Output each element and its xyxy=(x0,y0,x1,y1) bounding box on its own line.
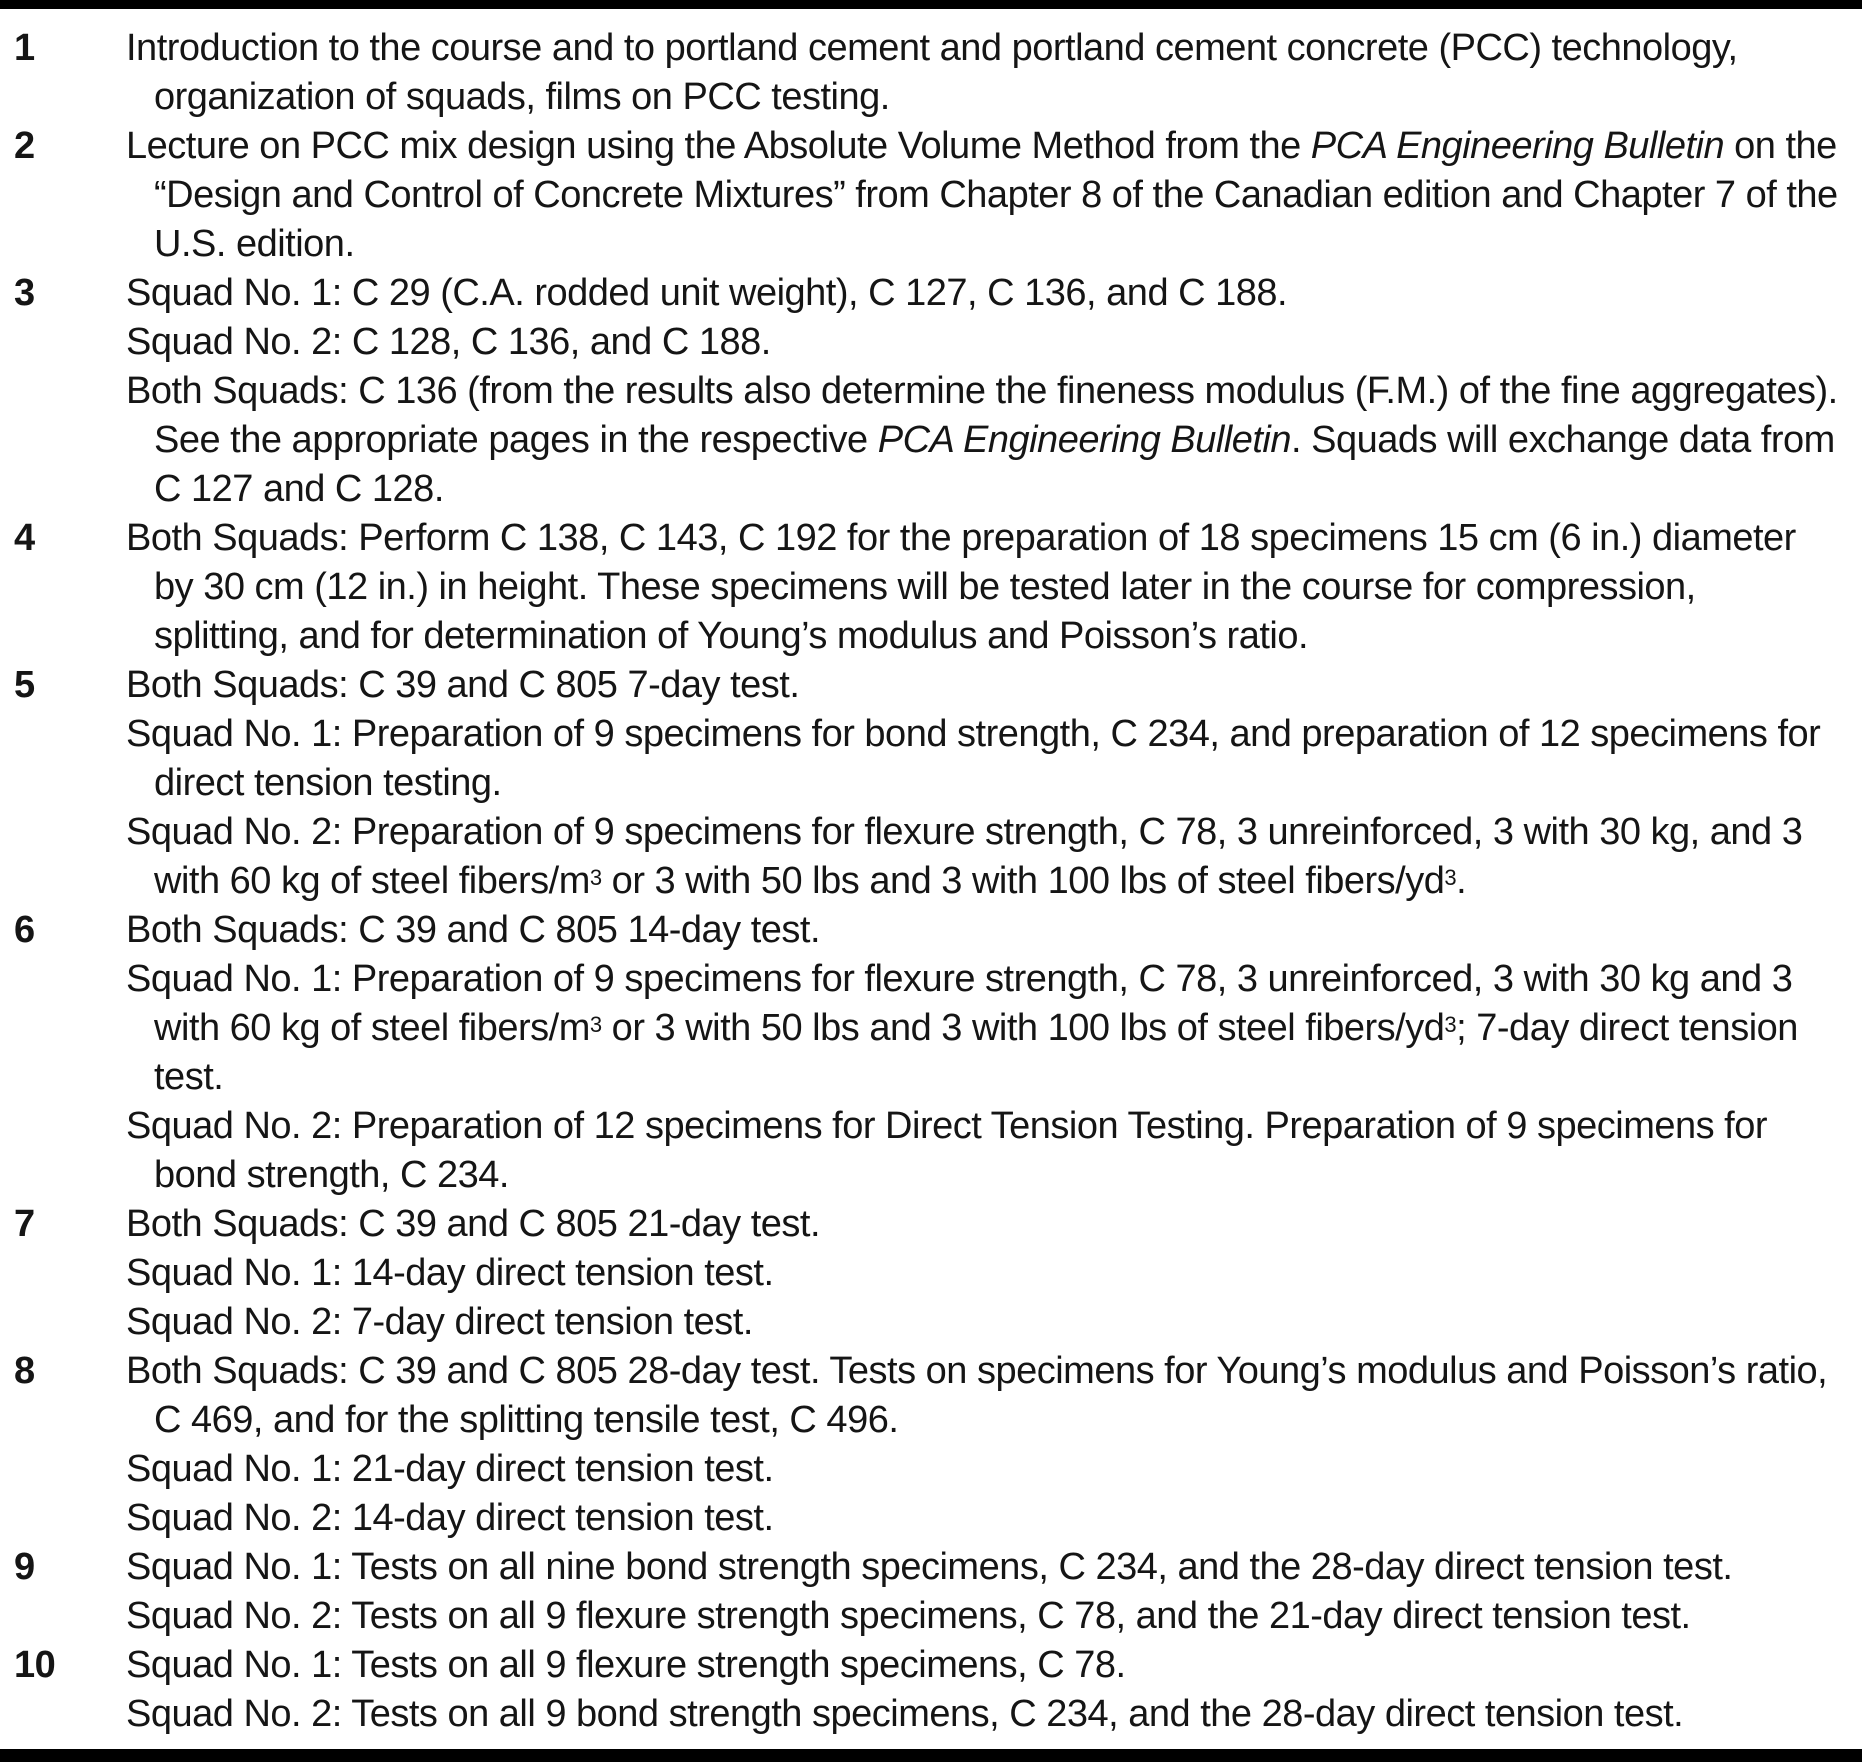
week-activities xyxy=(126,24,1862,122)
activity-paragraph xyxy=(126,1347,1838,1445)
week-activities xyxy=(126,1200,1862,1347)
activity-paragraph xyxy=(126,906,1838,955)
activity-paragraph xyxy=(126,1592,1838,1641)
text-run: Squad No. 2: 14-day direct tension test. xyxy=(126,1497,774,1539)
schedule-row xyxy=(0,24,1862,122)
text-run: Both Squads: Perform C 138, C 143, C 192 for the preparation of 18 specimens 15 cm (6 in.) diameter by 30 cm (12 in.) in height. These specimens will be tested later in the course for compression, splitting, and for determination of Young’s modulus and Poisson’s ratio. xyxy=(126,517,1796,657)
activity-paragraph xyxy=(126,1543,1838,1592)
week-activities xyxy=(126,122,1862,269)
text-run: Squad No. 1: 14-day direct tension test. xyxy=(126,1252,774,1294)
schedule-row xyxy=(0,906,1862,1200)
text-run: Introduction to the course and to portland cement and portland cement concrete (PCC) technology, organization of squads, films on PCC testing. xyxy=(126,27,1738,118)
text-run: . Squads will exchange data from C 127 and C 128. xyxy=(154,419,1835,510)
text-run: or 3 with 50 lbs and 3 with 100 lbs of steel fibers/yd xyxy=(601,860,1445,902)
activity-paragraph xyxy=(126,1249,1838,1298)
bottom-rule xyxy=(0,1749,1862,1762)
activity-paragraph xyxy=(126,367,1838,514)
text-run: . xyxy=(1456,860,1467,902)
week-number: 4 xyxy=(14,517,35,559)
text-run: Squad No. 1: C 29 (C.A. rodded unit weight), C 127, C 136, and C 188. xyxy=(126,272,1288,314)
activity-paragraph xyxy=(126,661,1838,710)
text-run: or 3 with 50 lbs and 3 with 100 lbs of steel fibers/yd xyxy=(601,1007,1445,1049)
week-number: 9 xyxy=(14,1546,35,1588)
schedule-row xyxy=(0,269,1862,514)
text-run: Both Squads: C 39 and C 805 28-day test. Tests on specimens for Young’s modulus and Poisson’s ratio, C 469, and for the splitting tensile test, C 496. xyxy=(126,1350,1828,1441)
week-number: 1 xyxy=(14,27,35,69)
week-activities xyxy=(126,1347,1862,1543)
schedule-row xyxy=(0,122,1862,269)
activity-paragraph xyxy=(126,24,1838,122)
italic-publication-title: PCA Engineering Bulletin xyxy=(877,419,1292,461)
week-number: 5 xyxy=(14,664,35,706)
superscript-3: 3 xyxy=(1444,1011,1457,1037)
activity-paragraph xyxy=(126,1641,1838,1690)
schedule-row xyxy=(0,1641,1862,1739)
activity-paragraph xyxy=(126,514,1838,661)
activity-paragraph xyxy=(126,1102,1838,1200)
superscript-3: 3 xyxy=(589,864,602,890)
week-activities xyxy=(126,1641,1862,1739)
text-run: on the “Design and Control of Concrete Mixtures” from Chapter 8 of the Canadian edition and Chapter 7 of the U.S. edition. xyxy=(154,125,1838,265)
activity-paragraph xyxy=(126,955,1838,1102)
activity-paragraph xyxy=(126,1494,1838,1543)
week-activities xyxy=(126,1543,1862,1641)
week-activities xyxy=(126,514,1862,661)
schedule-row xyxy=(0,514,1862,661)
activity-paragraph xyxy=(126,808,1838,906)
week-activities xyxy=(126,661,1862,906)
text-run: ; 7-day direct tension test. xyxy=(154,1007,1798,1098)
activity-paragraph xyxy=(126,1690,1838,1739)
schedule-row xyxy=(0,1200,1862,1347)
text-run: Both Squads: C 39 and C 805 21-day test. xyxy=(126,1203,821,1245)
text-run: Squad No. 1: 21-day direct tension test. xyxy=(126,1448,774,1490)
week-number: 10 xyxy=(14,1644,56,1686)
text-run: Squad No. 2: C 128, C 136, and C 188. xyxy=(126,321,771,363)
activity-paragraph xyxy=(126,122,1838,269)
italic-publication-title: PCA Engineering Bulletin xyxy=(1310,125,1725,167)
week-activities xyxy=(126,906,1862,1200)
text-run: Lecture on PCC mix design using the Absolute Volume Method from the xyxy=(126,125,1311,167)
text-run: Squad No. 1: Tests on all 9 flexure strength specimens, C 78. xyxy=(126,1644,1126,1686)
superscript-3: 3 xyxy=(589,1011,602,1037)
activity-paragraph xyxy=(126,710,1838,808)
text-run: Squad No. 2: 7-day direct tension test. xyxy=(126,1301,753,1343)
text-run: Squad No. 1: Tests on all nine bond strength specimens, C 234, and the 28-day direct tension test. xyxy=(126,1546,1733,1588)
week-activities xyxy=(126,269,1862,514)
schedule-row xyxy=(0,1347,1862,1543)
text-run: Squad No. 2: Preparation of 12 specimens for Direct Tension Testing. Preparation of 9 specimens for bond strength, C 234. xyxy=(126,1105,1768,1196)
text-run: Squad No. 1: Preparation of 9 specimens for flexure strength, C 78, 3 unreinforced, 3 with 30 kg and 3 with 60 kg of steel fibers/m xyxy=(126,958,1793,1049)
activity-paragraph xyxy=(126,1298,1838,1347)
text-run: Both Squads: C 39 and C 805 14-day test. xyxy=(126,909,821,951)
week-number: 8 xyxy=(14,1350,35,1392)
week-number: 3 xyxy=(14,272,35,314)
text-run: Both Squads: C 136 (from the results also determine the fineness modulus (F.M.) of the fine aggregates). See the appropriate pages in the respective xyxy=(126,370,1838,461)
schedule-row xyxy=(0,661,1862,906)
week-number: 6 xyxy=(14,909,35,951)
schedule-rows xyxy=(0,9,1862,1749)
week-number: 2 xyxy=(14,125,35,167)
week-number: 7 xyxy=(14,1203,35,1245)
text-run: Squad No. 2: Tests on all 9 bond strength specimens, C 234, and the 28-day direct tension test. xyxy=(126,1693,1684,1735)
superscript-3: 3 xyxy=(1444,864,1457,890)
activity-paragraph xyxy=(126,1445,1838,1494)
text-run: Squad No. 2: Preparation of 9 specimens for flexure strength, C 78, 3 unreinforced, 3 with 30 kg, and 3 with 60 kg of steel fibers/m xyxy=(126,811,1803,902)
schedule-row xyxy=(0,1543,1862,1641)
activity-paragraph xyxy=(126,269,1838,318)
top-rule xyxy=(0,0,1862,9)
text-run: Both Squads: C 39 and C 805 7-day test. xyxy=(126,664,800,706)
text-run: Squad No. 1: Preparation of 9 specimens for bond strength, C 234, and preparation of 12 specimens for direct tension testing. xyxy=(126,713,1821,804)
activity-paragraph xyxy=(126,1200,1838,1249)
text-run: Squad No. 2: Tests on all 9 flexure strength specimens, C 78, and the 21-day direct tension test. xyxy=(126,1595,1691,1637)
activity-paragraph xyxy=(126,318,1838,367)
